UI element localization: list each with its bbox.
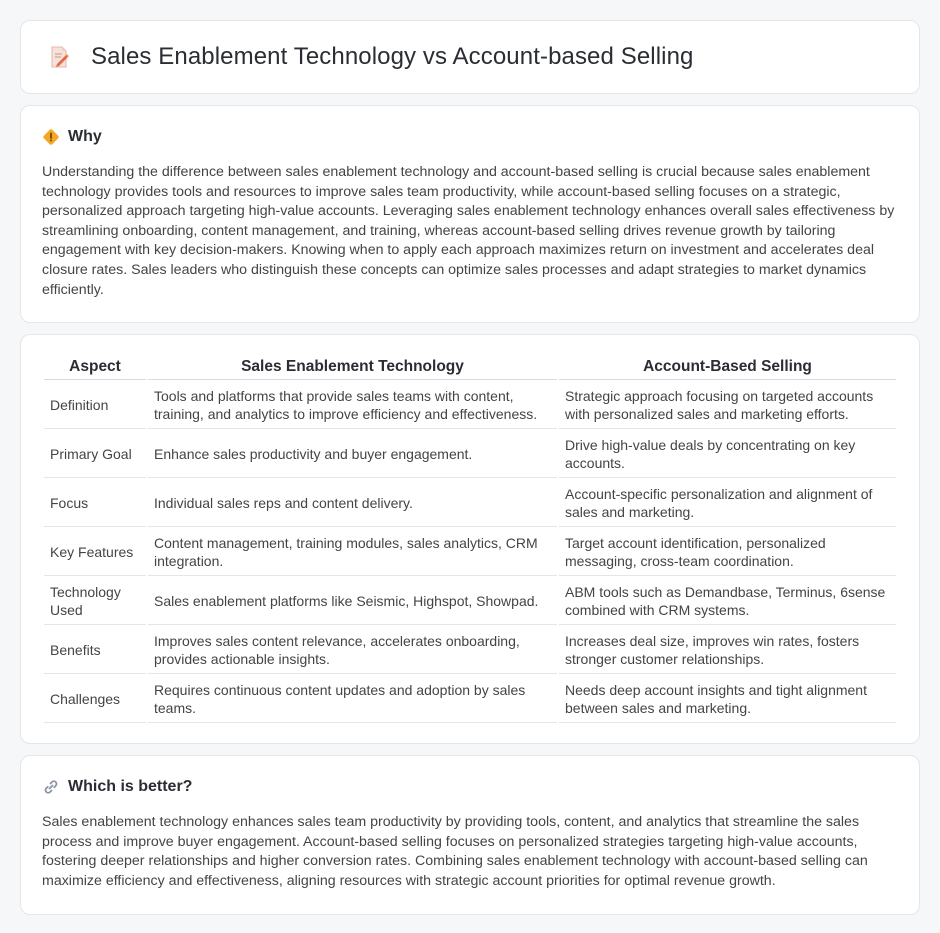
better-section	[20, 755, 920, 915]
why-section	[20, 105, 920, 323]
comparison-table	[42, 354, 898, 723]
link-icon	[42, 778, 60, 796]
header-aspect: Aspect	[44, 354, 146, 380]
better-text: Sales enablement technology enhances sales team productivity by providing tools, content, and analytics that streamline the sales process and improve buyer engagement. Account-based selling focuses on personalized strategies targeting high-value accounts, fostering deeper relationships and higher conversion rates. Combining sales enablement technology with account-based selling can maximize efficiency and effectiveness, aligning resources with strategic account priorities for optimal revenue growth.	[42, 814, 868, 889]
row-sales-enablement: Requires continuous content updates and adoption by sales teams.	[148, 674, 557, 723]
row-sales-enablement: Content management, training modules, sales analytics, CRM integration.	[148, 527, 557, 576]
why-title: Why	[68, 128, 102, 145]
table-row	[44, 478, 896, 527]
warning-diamond-icon	[42, 128, 60, 146]
row-sales-enablement: Individual sales reps and content delivery.	[148, 478, 557, 527]
document-pencil-icon	[47, 45, 71, 69]
row-aspect: Key Features	[44, 527, 146, 576]
table-row	[44, 674, 896, 723]
table-header-row	[44, 354, 896, 380]
why-text: Understanding the difference between sales enablement technology and account-based selling is crucial because sales enablement technology provides tools and resources to improve sales team productivity, while account-based selling focuses on a strategic, personalized approach targeting high-value accounts. Leveraging sales enablement technology enhances overall sales effectiveness by streamlining onboarding, content management, and training, whereas account-based selling drives revenue growth by tailoring engagement with key decision-makers. Knowing when to apply each approach maximizes return on investment and accelerates deal closure rates. Sales leaders who distinguish these concepts can optimize sales processes and adapt strategies to market dynamics efficiently.	[42, 164, 895, 298]
row-sales-enablement: Tools and platforms that provide sales teams with content, training, and analytics to improve efficiency and effectiveness.	[148, 380, 557, 429]
comparison-section	[20, 334, 920, 744]
page-title: Sales Enablement Technology vs Account-based Selling	[91, 43, 694, 70]
table-row	[44, 576, 896, 625]
row-aspect: Challenges	[44, 674, 146, 723]
table-row	[44, 527, 896, 576]
table-row	[44, 429, 896, 478]
header-sales-enablement: Sales Enablement Technology	[148, 354, 557, 380]
row-aspect: Focus	[44, 478, 146, 527]
row-account-based: Increases deal size, improves win rates, fosters stronger customer relationships.	[559, 625, 896, 674]
row-account-based: Drive high-value deals by concentrating on key accounts.	[559, 429, 896, 478]
header-account-based: Account-Based Selling	[559, 354, 896, 380]
row-aspect: Primary Goal	[44, 429, 146, 478]
row-aspect: Definition	[44, 380, 146, 429]
better-title: Which is better?	[68, 778, 193, 795]
row-aspect: Technology Used	[44, 576, 146, 625]
table-row	[44, 625, 896, 674]
row-sales-enablement: Sales enablement platforms like Seismic, Highspot, Showpad.	[148, 576, 557, 625]
row-account-based: Account-specific personalization and alignment of sales and marketing.	[559, 478, 896, 527]
table-row	[44, 380, 896, 429]
better-header	[42, 778, 898, 796]
header-card	[20, 20, 920, 94]
why-header	[42, 128, 898, 146]
row-aspect: Benefits	[44, 625, 146, 674]
row-sales-enablement: Enhance sales productivity and buyer engagement.	[148, 429, 557, 478]
row-sales-enablement: Improves sales content relevance, accelerates onboarding, provides actionable insights.	[148, 625, 557, 674]
row-account-based: Target account identification, personalized messaging, cross-team coordination.	[559, 527, 896, 576]
row-account-based: Strategic approach focusing on targeted accounts with personalized sales and marketing efforts.	[559, 380, 896, 429]
row-account-based: ABM tools such as Demandbase, Terminus, 6sense combined with CRM systems.	[559, 576, 896, 625]
row-account-based: Needs deep account insights and tight alignment between sales and marketing.	[559, 674, 896, 723]
